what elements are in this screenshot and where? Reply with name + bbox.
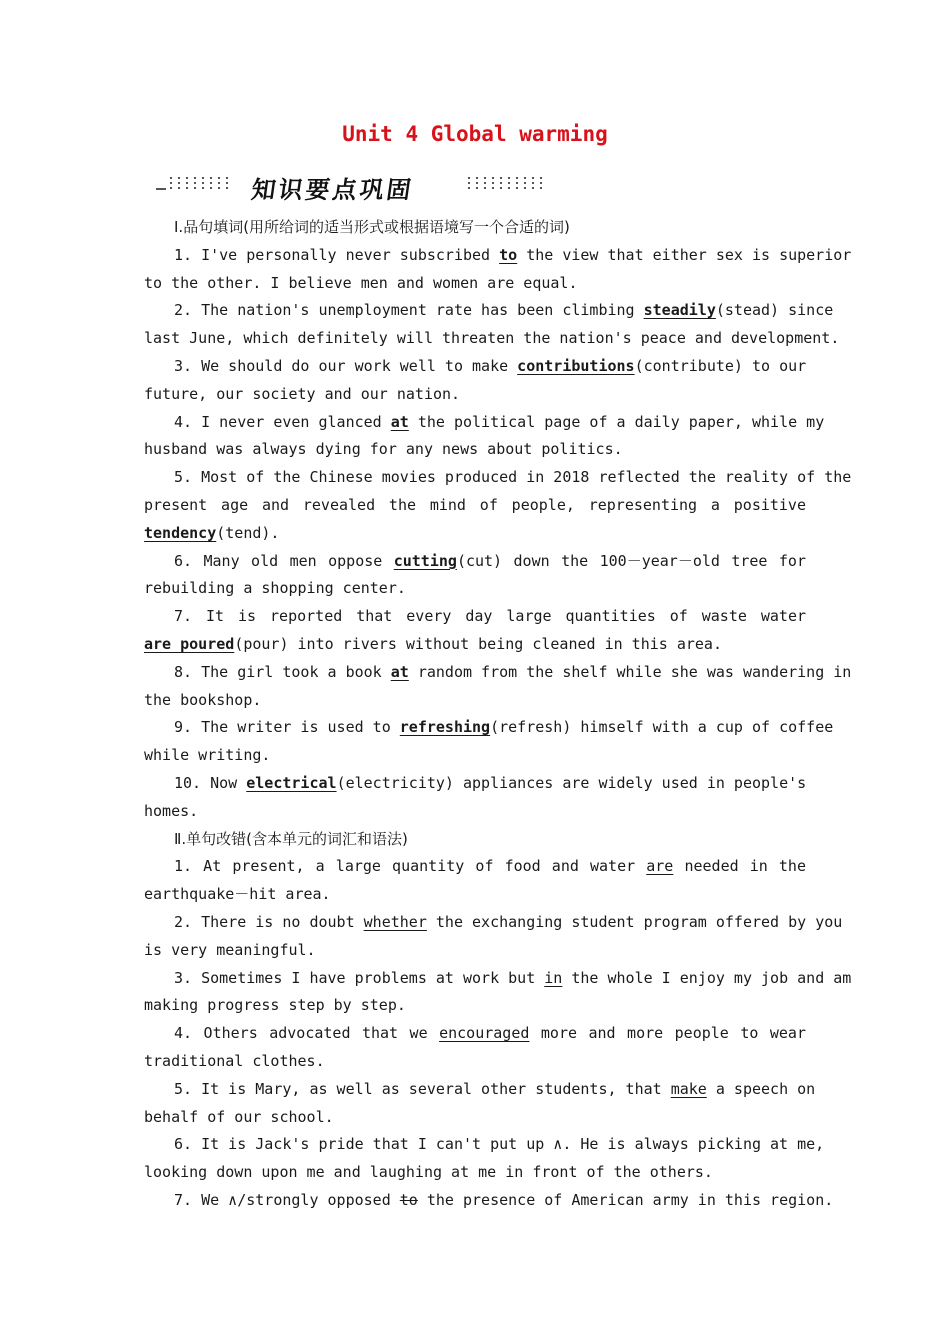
answer: to [499,245,518,264]
section-banner [148,170,548,204]
fill-item-1: 1. I've personally never subscribed to the view that either sex is superior to the other. I believe men and women are equal. [144,245,852,292]
fill-item-5: 5. Most of the Chinese movies produced in 2018 reflected the reality of the present age and revealed the mind of people, representing a positive tendency(tend). [144,468,852,542]
fill-item-9: 9. The writer is used to refreshing(refresh) himself with a cup of coffee while writing. [144,718,834,765]
correction-item-4: 4. Others advocated that we encouraged more and more people to wear traditional clothes. [144,1024,806,1070]
section-1-heading: Ⅰ.品句填词(用所给词的适当形式或根据语境写一个合适的词) [174,218,570,236]
answer: tendency [144,523,217,542]
answer: cutting [393,551,457,570]
fill-item-2: 2. The nation's unemployment rate has been climbing steadily(stead) since last June, which definitely will threaten the nation's peace and development. [144,301,840,348]
decorative-dots-left-icon [148,175,238,193]
answer: are poured [144,634,235,653]
section-2-heading: Ⅱ.单句改错(含本单元的词汇和语法) [174,829,408,848]
correction-item-3: 3. Sometimes I have problems at work but in the whole I enjoy my job and am making progress step by step. [144,968,852,1015]
error-word: encouraged [439,1024,530,1043]
exercise-body [144,214,852,1215]
fill-item-3: 3. We should do our work well to make contributions(contribute) to our future, our society and our nation. [144,356,807,403]
correction-item-5: 5. It is Mary, as well as several other students, that make a speech on behalf of our school. [144,1079,816,1126]
correction-item-2: 2. There is no doubt whether the exchanging student program offered by you is very meaningful. [144,912,843,959]
fill-item-8: 8. The girl took a book at random from the shelf while she was wandering in the bookshop. [144,662,852,709]
answer: at [390,662,409,681]
struck-word: to [399,1190,418,1209]
answer: contributions [517,356,635,375]
page-title: Unit 4 Global warming [342,122,608,146]
error-word: whether [363,912,427,931]
fill-item-10: 10. Now electrical(electricity) appliances are widely used in people's homes. [144,773,807,820]
error-word: make [670,1079,707,1098]
banner-title: 知识要点巩固 [249,176,416,204]
answer: steadily [643,301,716,320]
correction-item-1: 1. At present, a large quantity of food and water are needed in the earthquake－hit area. [144,857,806,904]
decorative-dots-right-icon [466,175,546,193]
fill-item-6: 6. Many old men oppose cutting(cut) down the 100－year－old tree for rebuilding a shopping center. [144,551,806,598]
answer: at [390,412,409,431]
fill-item-7: 7. It is reported that every day large quantities of waste water are poured(pour) into rivers without being cleaned in this area. [144,607,806,653]
fill-item-4: 4. I never even glanced at the political page of a daily paper, while my husband was always dying for any news about politics. [144,412,825,459]
correction-item-6: 6. It is Jack's pride that I can't put up ∧. He is always picking at me, looking down upon me and laughing at me in front of the others. [144,1135,825,1182]
error-word: in [544,968,563,987]
answer: refreshing [399,718,491,737]
correction-item-7: 7. We ∧/strongly opposed to the presence of American army in this region. [174,1190,834,1209]
error-word: are [646,857,674,876]
answer: electrical [246,773,337,792]
